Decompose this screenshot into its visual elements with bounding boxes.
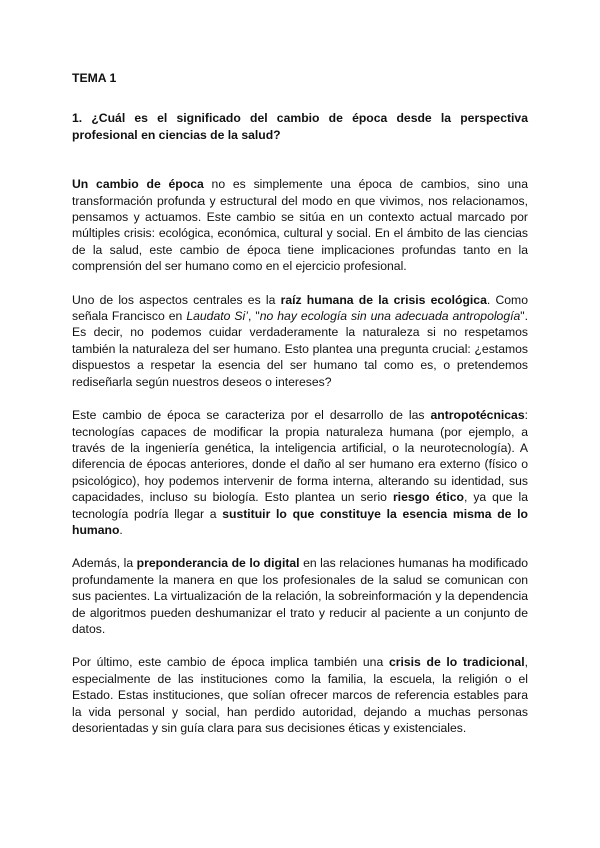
bold-term: crisis de lo tradicional: [388, 655, 525, 670]
paragraph-5: [72, 654, 528, 736]
bold-term: sustituir lo que constituye la esencia misma de lo humano: [72, 506, 528, 537]
paragraph-text: . Como señala Francisco en: [72, 292, 528, 324]
question-title: 1. ¿Cuál es el significado del cambio de época desde la perspectiva profesional en ciencias de la salud?: [72, 111, 528, 142]
section-heading: TEMA 1: [72, 71, 117, 85]
paragraph-text: , ": [247, 309, 260, 324]
italic-title: Laudato Si’: [186, 309, 248, 324]
paragraph-text: .: [119, 522, 123, 537]
paragraph-1: [72, 176, 528, 274]
paragraph-text: en las relaciones humanas ha modificado profundamente la manera en que los profesionales de la salud se comunican con sus pacientes. La virtualización de la relación, la sobreinformación y la dependencia de algoritmos pueden deshumanizar el trato y reducir al paciente a un conjunto de datos.: [72, 556, 528, 636]
paragraph-text: , ya que la tecnología podría llegar a: [72, 490, 528, 521]
paragraph-4: [72, 555, 528, 637]
bold-term: Un cambio de época: [72, 177, 204, 192]
paragraph-text: ". Es decir, no podemos cuidar verdaderamente la naturaleza si no respetamos también la naturaleza del ser humano. Esto plantea una pregunta crucial: ¿estamos dispuestos a respetar la esencia del ser humano tal como es, o pretendemos rediseñarla según nuestros deseos o intereses?: [72, 309, 528, 389]
bold-term: preponderancia de lo digital: [136, 556, 300, 571]
document-page: [72, 70, 528, 753]
paragraph-text: Uno de los aspectos centrales es la: [72, 292, 281, 307]
italic-quote: no hay ecología sin una adecuada antropología: [259, 309, 521, 324]
paragraph-text: Este cambio de época se caracteriza por el desarrollo de las: [72, 408, 431, 423]
paragraph-text: , especialmente de las instituciones como la familia, la escuela, la religión o el Estado. Estas instituciones, que solían ofrecer marcos de referencia estables para la vida personal y social, han perdido autoridad, dejando a muchas personas desorientadas y sin guía clara para sus decisiones éticas y existenciales.: [72, 655, 528, 735]
bold-term: raíz humana de la crisis ecológica: [280, 292, 487, 307]
paragraph-text: Por último, este cambio de época implica también una: [72, 655, 389, 670]
paragraph-3: [72, 407, 528, 538]
paragraph-text: no es simplemente una época de cambios, sino una transformación profunda y estructural del modo en que vivimos, nos relacionamos, pensamos y actuamos. Este cambio se sitúa en un contexto actual marcado por múltiples crisis: ecológica, económica, cultural y social. En el ámbito de las ciencias de la salud, este cambio de época tiene implicaciones profundas tanto en la comprensión del ser humano como en el ejercicio profesional.: [72, 177, 528, 274]
paragraph-text: : tecnologías capaces de modificar la propia naturaleza humana (por ejemplo, a través de la ingeniería genética, la inteligencia artificial, o la neurotecnología). A diferencia de épocas anteriores, donde el daño al ser humano era externo (físico o psicológico), hoy podemos intervenir de forma interna, alterando su identidad, sus capacidades, incluso su biología. Esto plantea un serio: [72, 408, 528, 505]
paragraph-text: Además, la: [72, 556, 137, 571]
bold-term: antropotécnicas: [430, 408, 525, 423]
bold-term: riesgo ético: [392, 490, 464, 505]
paragraph-2: [72, 292, 528, 390]
